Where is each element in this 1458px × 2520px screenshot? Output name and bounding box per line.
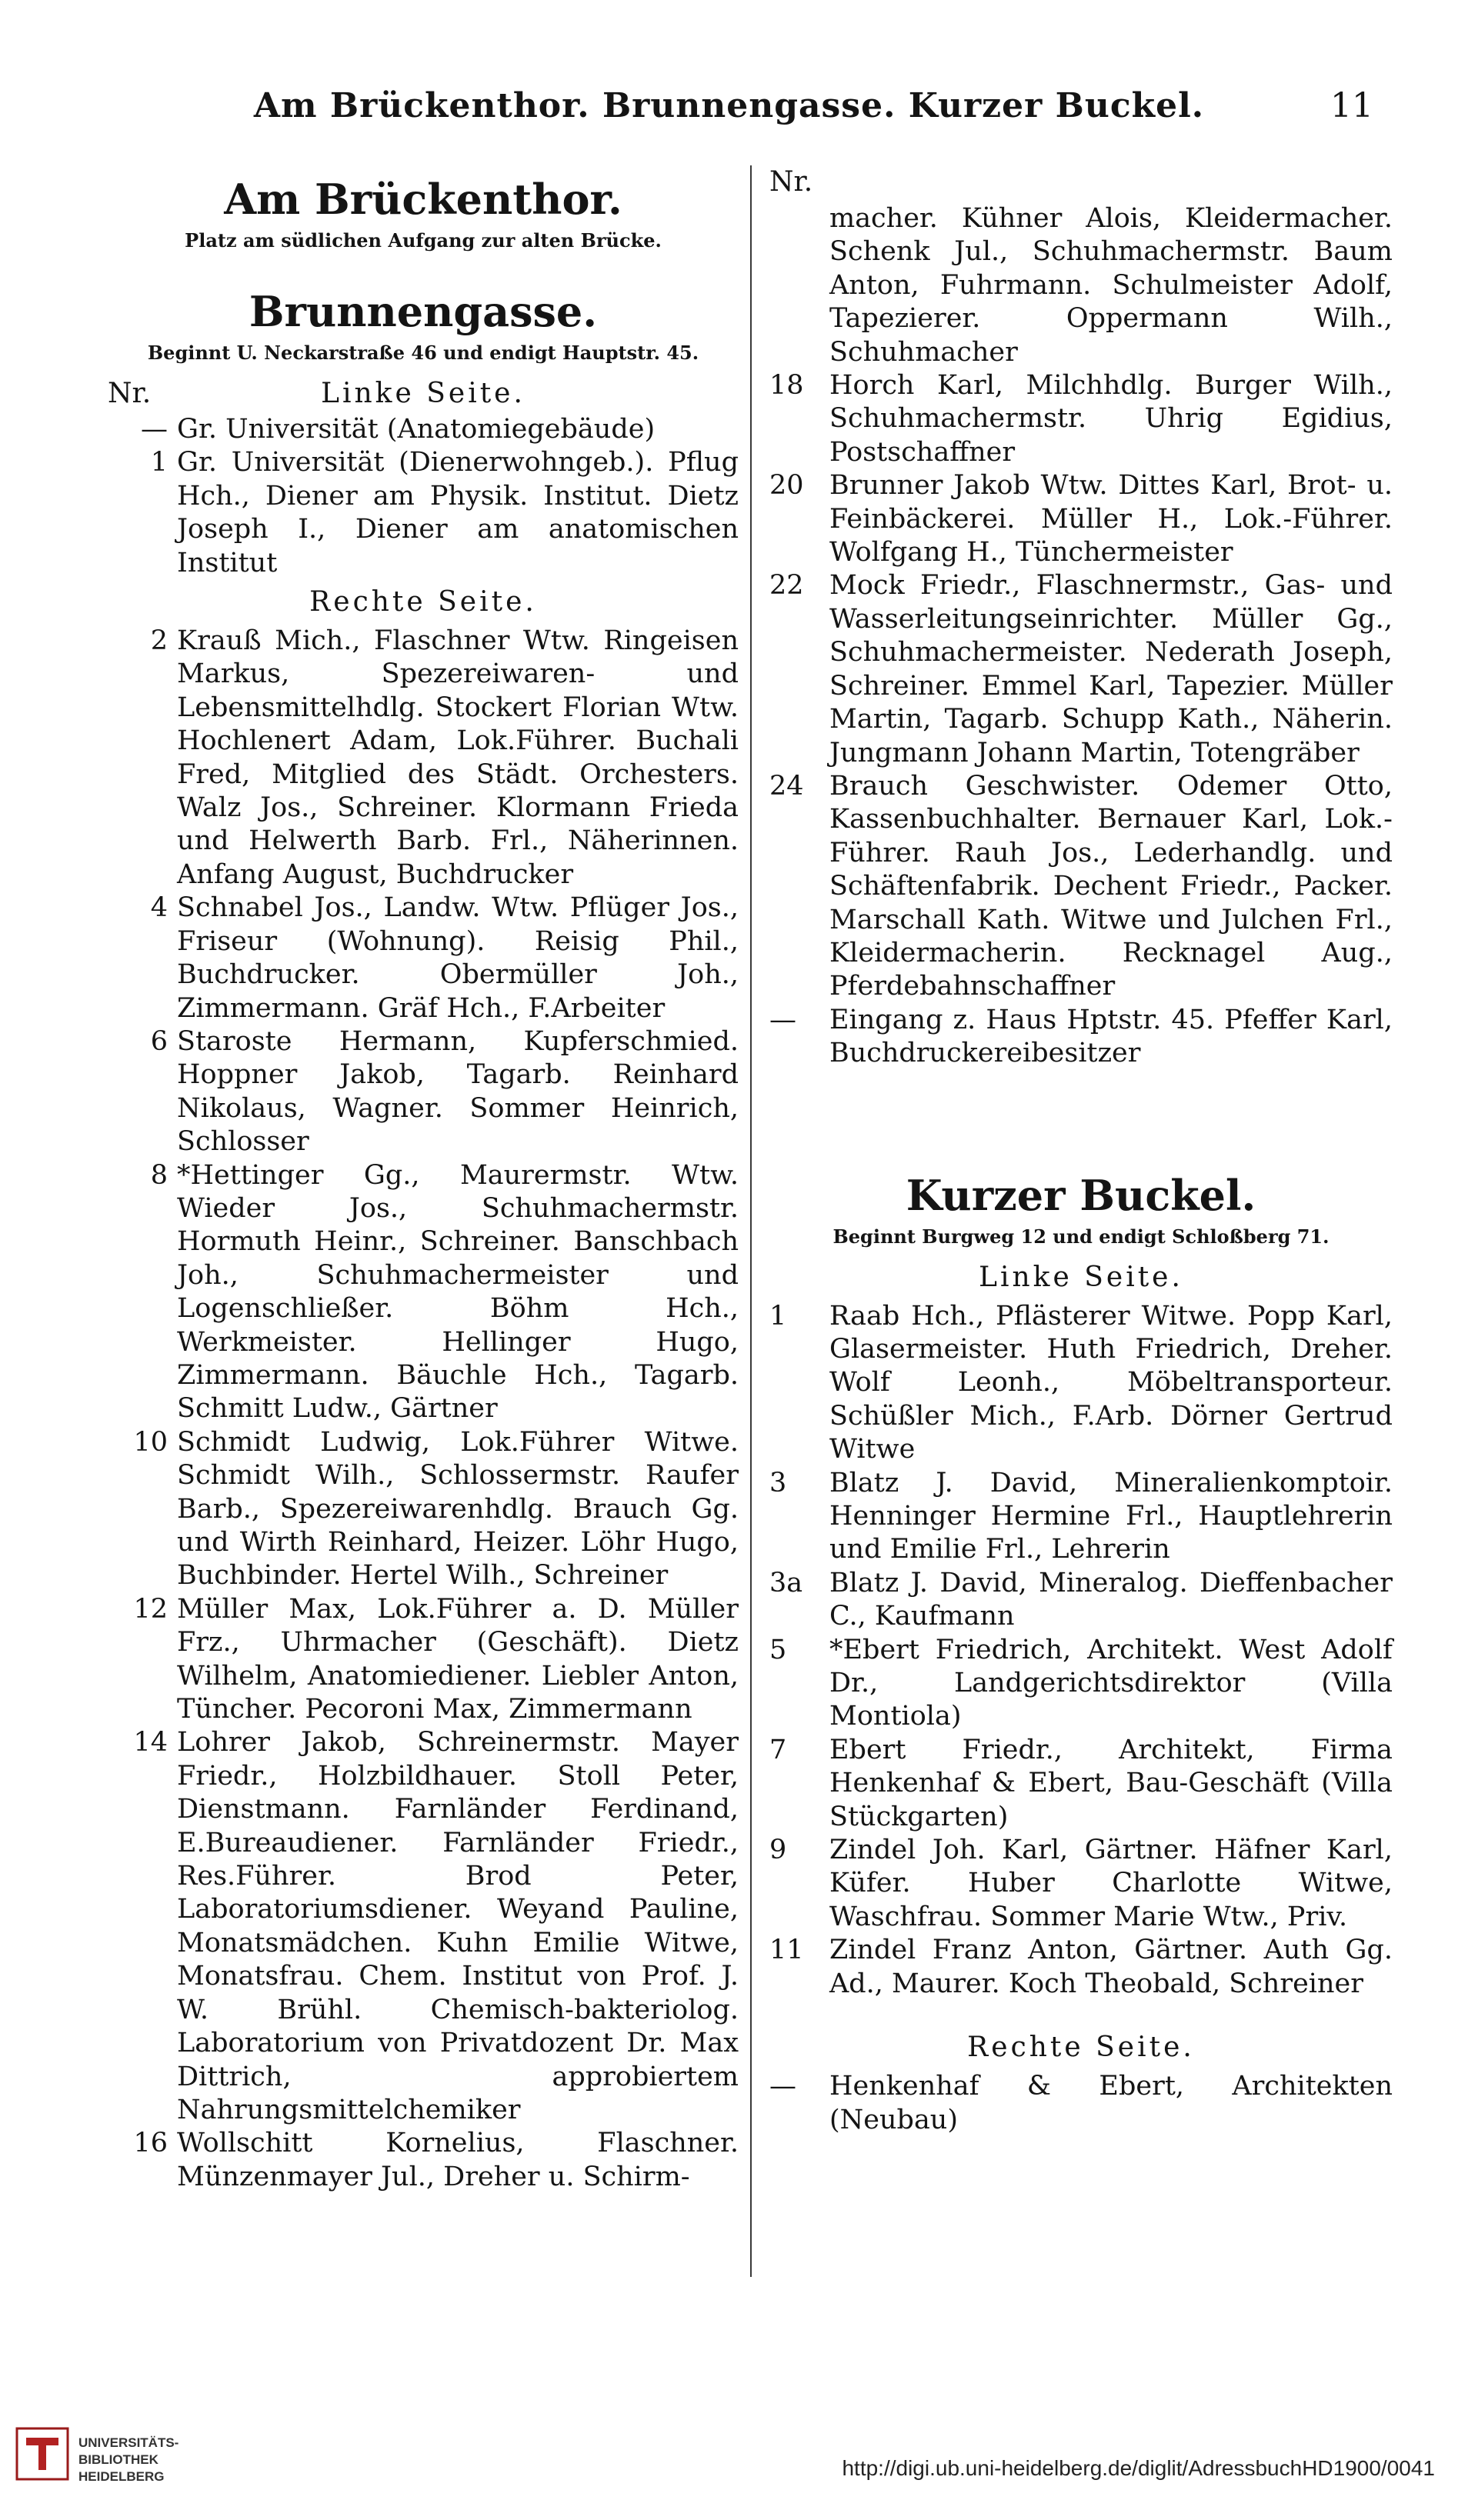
resident-listing: Blatz J. David, Mineralienkomptoir. Henninger Hermine Frl., Hauptlehrerin und Emilie Frl., Lehrerin: [829, 1467, 1393, 1565]
address-entry: [108, 892, 739, 1025]
house-number: 18: [769, 370, 804, 402]
library-name-line-1: UNIVERSITÄTS-: [78, 2435, 179, 2450]
address-entry: [769, 1834, 1393, 1934]
house-number: —: [141, 414, 168, 445]
resident-listing: Staroste Hermann, Kupferschmied. Hoppner Jakob, Tagarb. Reinhard Nikolaus, Wagner. Sommer Heinrich, Schlosser: [177, 1025, 739, 1158]
address-entry: [769, 1934, 1393, 2001]
house-number: 5: [769, 1634, 787, 1665]
resident-listing: Zindel Franz Anton, Gärtner. Auth Gg. Ad., Maurer. Koch Theobald, Schreiner: [829, 1935, 1393, 1999]
house-number: 8: [150, 1159, 168, 1191]
nr-label: Nr.: [108, 378, 152, 409]
resident-listing: Brunner Jakob Wtw. Dittes Karl, Brot- u. Feinbäckerei. Müller H., Lok.-Führer. Wolfgang H., Tünchermeister: [829, 470, 1393, 568]
address-entry: [769, 202, 1393, 369]
house-number: 7: [769, 1734, 787, 1765]
page-header: [0, 86, 1458, 140]
house-number: 4: [150, 892, 168, 924]
column-divider: [750, 165, 752, 2277]
address-entry: [108, 446, 739, 580]
library-logo: [15, 2427, 208, 2504]
section-title-kurzer-buckel: Kurzer Buckel.: [906, 1170, 1256, 1220]
house-number: 12: [133, 1593, 168, 1625]
library-name-line-3: HEIDELBERG: [78, 2469, 165, 2484]
resident-listing: Müller Max, Lok.Führer a. D. Müller Frz., Uhrmacher (Geschäft). Dietz Wilhelm, Anatomiediener. Liebler Anton, Tüncher. Pecoroni Max, Zimmermann: [177, 1593, 739, 1725]
section-subtitle-kurzer-buckel: Beginnt Burgweg 12 und endigt Schloßberg 71.: [832, 1225, 1330, 1248]
resident-listing: Gr. Universität (Dienerwohngeb.). Pflug Hch., Diener am Physik. Institut. Dietz Joseph I., Diener am anatomischen Institut: [177, 447, 739, 578]
nr-heading-row: [108, 375, 739, 413]
resident-listing: *Hettinger Gg., Maurermstr. Wtw. Wieder Jos., Schuhmachermstr. Hormuth Heinr., Schreiner. Banschbach Joh., Schuhmachermeister und Logenschließer. Böhm Hch., Werkmeister. Hellinger Hugo, Zimmermann. Bäuchle Hch., Tagarb. Schmitt Ludw., Gärtner: [177, 1159, 739, 1425]
entry-list-kurzer-buckel-right: [769, 2070, 1393, 2137]
resident-listing: Gr. Universität (Anatomiegebäude): [177, 414, 656, 445]
section-title-brunnengasse: Brunnengasse.: [249, 287, 598, 336]
nr-label-right: Nr.: [769, 166, 813, 198]
address-entry: [769, 1300, 1393, 1467]
resident-listing: Schmidt Ludwig, Lok.Führer Witwe. Schmidt Wilh., Schlossermstr. Raufer Barb., Spezereiwarenhdlg. Brauch Gg. und Wirth Reinhard, Heizer. Löhr Hugo, Buchbinder. Hertel Wilh., Schreiner: [177, 1426, 739, 1592]
resident-listing: Eingang z. Haus Hptstr. 45. Pfeffer Karl, Buchdruckereibesitzer: [829, 1004, 1393, 1069]
section-subtitle-brueckenthor: Platz am südlichen Aufgang zur alten Brücke.: [185, 229, 662, 252]
page-number: 11: [1330, 86, 1373, 125]
library-logo-icon: [15, 2427, 69, 2481]
resident-listing: Lohrer Jakob, Schreinermstr. Mayer Friedr., Holzbildhauer. Stoll Peter, Dienstmann. Farnländer Ferdinand, E.Bureaudiener. Farnländer Friedr., Res.Führer. Brod Peter, Laboratoriumsdiener. Weyand Pauline, Monatsmädchen. Kuhn Emilie Witwe, Monatsfrau. Chem. Institut von Prof. J. W. Brühl. Chemisch-bakteriolog. Laboratorium von Privatdozent Dr. Max Dittrich, approbiertem Nahrungsmittelchemiker: [177, 1727, 739, 2125]
house-number: 16: [133, 2128, 168, 2159]
resident-listing: Brauch Geschwister. Odemer Otto, Kassenbuchhalter. Bernauer Karl, Lok.-Führer. Rauh Jos., Lederhandlg. und Schäftenfabrik. Dechent Friedr., Packer. Marschall Kath. Witwe und Julchen Frl., Kleidermacherin. Recknagel Aug., Pferdebahnschaffner: [829, 770, 1393, 1002]
library-name-line-2: BIBLIOTHEK: [78, 2452, 158, 2467]
house-number: 22: [769, 570, 804, 602]
address-entry: [769, 469, 1393, 569]
house-number: —: [769, 2071, 796, 2102]
address-entry: [108, 1159, 739, 1426]
house-number: 24: [769, 770, 804, 802]
address-entry: [769, 1004, 1393, 1071]
house-number: 2: [150, 625, 168, 657]
side-label-right: Rechte Seite.: [309, 586, 537, 618]
resident-listing: Henkenhaf & Ebert, Architekten (Neubau): [829, 2071, 1393, 2135]
address-entry: [769, 1634, 1393, 1734]
house-number: —: [769, 1004, 796, 1035]
address-entry: [769, 1567, 1393, 1634]
house-number: [769, 202, 829, 369]
entry-list-kurzer-buckel-left: [769, 1300, 1393, 2002]
source-url[interactable]: http://digi.ub.uni-heidelberg.de/diglit/AdressbuchHD1900/0041: [842, 2456, 1435, 2480]
resident-listing: Wollschitt Kornelius, Flaschner. Münzenmayer Jul., Dreher u. Schirm-: [177, 2128, 739, 2192]
resident-listing: Zindel Joh. Karl, Gärtner. Häfner Karl, Küfer. Huber Charlotte Witwe, Waschfrau. Sommer Marie Wtw., Priv.: [829, 1835, 1393, 1932]
left-column: [108, 165, 739, 2194]
right-column: [769, 165, 1393, 2137]
resident-listing: *Ebert Friedrich, Architekt. West Adolf Dr., Landgerichtsdirektor (Villa Montiola): [829, 1634, 1393, 1732]
address-entry: [108, 2127, 739, 2194]
resident-listing: Schnabel Jos., Landw. Wtw. Pflüger Jos., Friseur (Wohnung). Reisig Phil., Buchdrucker. Obermüller Joh., Zimmermann. Gräf Hch., F.Arbeiter: [177, 892, 739, 1024]
house-number: 3: [769, 1467, 787, 1498]
house-number: 3a: [769, 1567, 803, 1598]
page-footer: [0, 2412, 1458, 2520]
house-number: 1: [769, 1300, 787, 1332]
resident-listing: Blatz J. David, Mineralog. Dieffenbacher C., Kaufmann: [829, 1567, 1393, 1632]
house-number: 14: [133, 1727, 168, 1758]
house-number: 1: [150, 447, 168, 478]
entry-list-brunnengasse-left: [108, 413, 739, 580]
address-entry: [108, 1025, 739, 1159]
running-title: Am Brückenthor. Brunnengasse. Kurzer Buckel.: [253, 86, 1205, 125]
address-entry: [769, 369, 1393, 469]
address-entry: [108, 1426, 739, 1593]
address-entry: [769, 2070, 1393, 2137]
address-entry: [108, 413, 739, 446]
address-entry: [769, 1734, 1393, 1834]
address-entry: [108, 1593, 739, 1727]
side-label-right-kurzer-buckel: Rechte Seite.: [967, 2032, 1195, 2064]
house-number: 20: [769, 470, 804, 502]
section-title-brueckenthor: Am Brückenthor.: [224, 175, 622, 224]
address-entry: [769, 770, 1393, 1004]
resident-listing: Horch Karl, Milchhdlg. Burger Wilh., Schuhmachermstr. Uhrig Egidius, Postschaffner: [829, 370, 1393, 468]
house-number: 6: [150, 1025, 168, 1057]
resident-listing: Mock Friedr., Flaschnermstr., Gas- und Wasserleitungseinrichter. Müller Gg., Schuhmachermeister. Nederath Joseph, Schreiner. Emmel Karl, Tapezier. Müller Martin, Tagarb. Schupp Kath., Näherin. Jungmann Johann Martin, Totengräber: [829, 570, 1393, 768]
side-label-left: Linke Seite.: [321, 378, 525, 409]
house-number: 10: [133, 1426, 168, 1458]
resident-listing: macher. Kühner Alois, Kleidermacher. Schenk Jul., Schuhmachermstr. Baum Anton, Fuhrmann. Schulmeister Adolf, Tapezierer. Oppermann Wilh., Schuhmacher: [829, 203, 1393, 368]
resident-listing: Krauß Mich., Flaschner Wtw. Ringeisen Markus, Spezereiwaren- und Lebensmittelhdlg. Stockert Florian Wtw. Hochlenert Adam, Lok.Führer. Buchali Fred, Mitglied des Städt. Orchesters. Walz Jos., Schreiner. Klormann Frieda und Helwerth Barb. Frl., Näherinnen. Anfang August, Buchdrucker: [177, 625, 739, 890]
section-subtitle-brunnengasse: Beginnt U. Neckarstraße 46 und endigt Hauptstr. 45.: [147, 342, 699, 364]
address-entry: [108, 625, 739, 892]
resident-listing: Ebert Friedr., Architekt, Firma Henkenhaf & Ebert, Bau-Geschäft (Villa Stückgarten): [829, 1734, 1393, 1832]
house-number: 11: [769, 1935, 804, 1966]
library-logo-text: [78, 2435, 178, 2485]
entry-list-brunnengasse-right: [108, 625, 739, 2194]
address-entry: [108, 1726, 739, 2127]
address-entry: [769, 1467, 1393, 1567]
side-label-left-kurzer-buckel: Linke Seite.: [979, 1261, 1183, 1293]
entry-list-brunnengasse-continued: [769, 202, 1393, 1071]
house-number: 9: [769, 1835, 787, 1866]
resident-listing: Raab Hch., Pflästerer Witwe. Popp Karl, Glasermeister. Huth Friedrich, Dreher. Wolf Leonh., Möbeltransporteur. Schüßler Mich., F.Arb. Dörner Gertrud Witwe: [829, 1300, 1393, 1465]
address-entry: [769, 569, 1393, 769]
